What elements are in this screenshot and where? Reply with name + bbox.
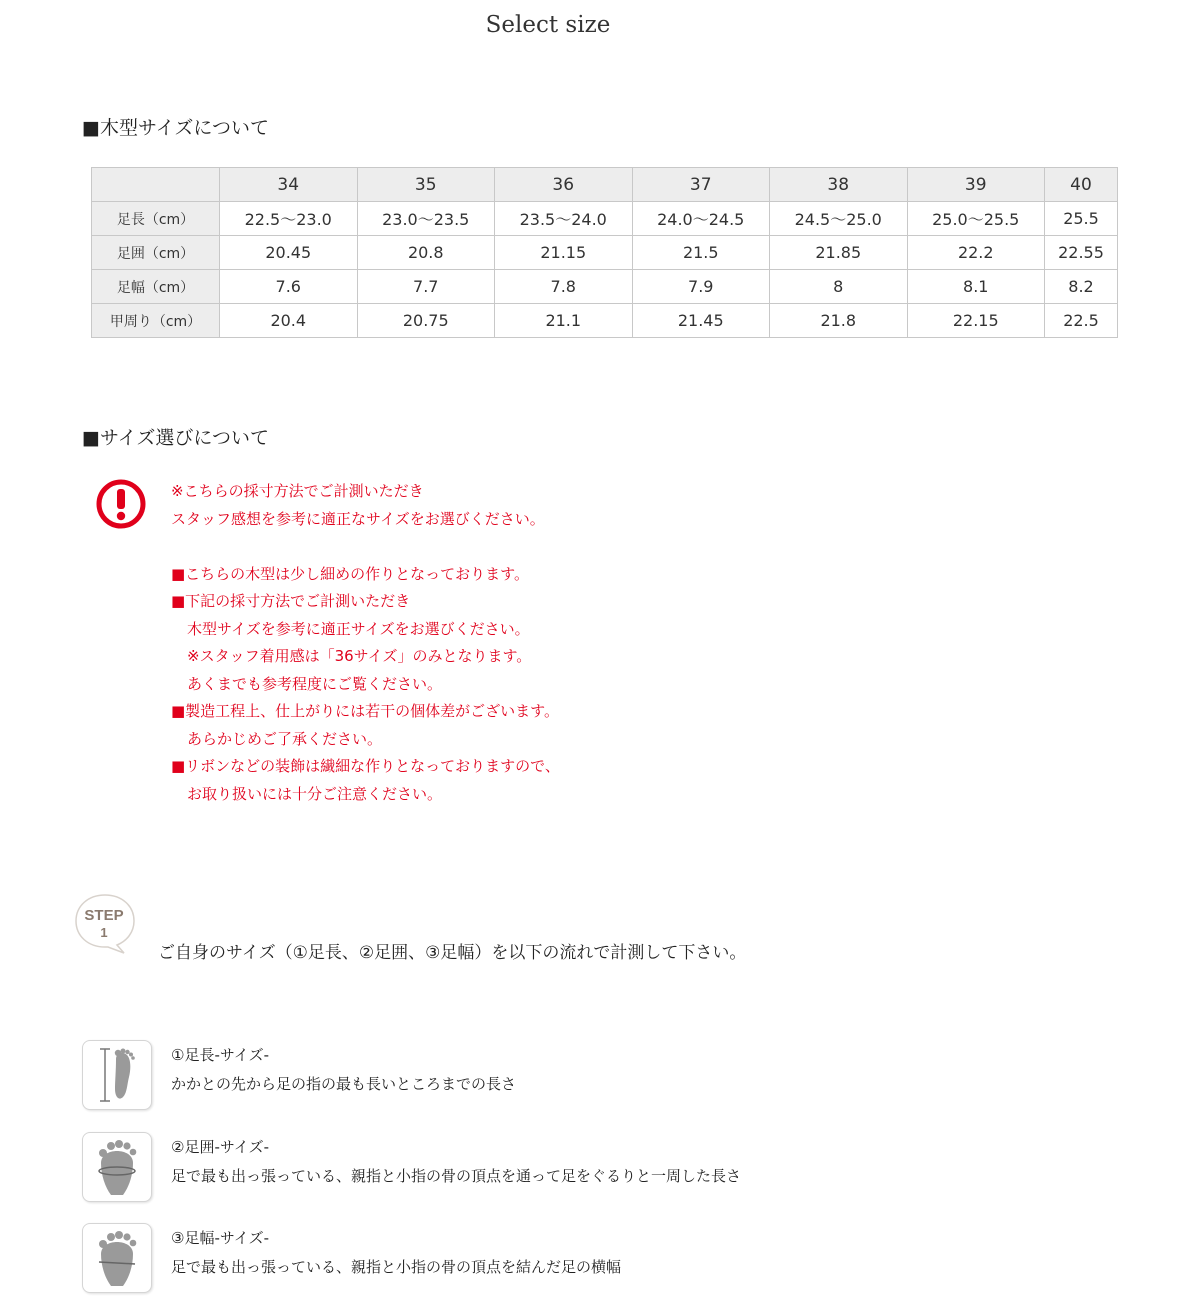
size-notes bbox=[171, 478, 560, 808]
exclamation-circle-icon bbox=[95, 478, 147, 530]
size-column-header: 36 bbox=[495, 168, 633, 202]
note-line: ※スタッフ着用感は「36サイズ」のみとなります。 bbox=[187, 647, 532, 665]
table-cell: 7.7 bbox=[357, 270, 495, 304]
table-cell: 22.15 bbox=[907, 304, 1045, 338]
table-cell: 7.8 bbox=[495, 270, 633, 304]
size-column-header: 37 bbox=[632, 168, 770, 202]
note-line: ■製造工程上、仕上がりには若干の個体差がございます。 bbox=[171, 702, 559, 720]
size-column-header: 35 bbox=[357, 168, 495, 202]
table-cell: 25.5 bbox=[1045, 202, 1118, 236]
row-label: 足囲（cm） bbox=[92, 236, 220, 270]
table-cell: 25.0〜25.5 bbox=[907, 202, 1045, 236]
measurement-description: かかとの先から足の指の最も長いところまでの長さ bbox=[171, 1075, 517, 1093]
table-cell: 21.85 bbox=[770, 236, 908, 270]
table-cell: 22.2 bbox=[907, 236, 1045, 270]
table-row bbox=[92, 202, 1118, 236]
measurement-title: ②足囲-サイズ- bbox=[171, 1138, 270, 1156]
size-column-header: 38 bbox=[770, 168, 908, 202]
table-cell: 21.45 bbox=[632, 304, 770, 338]
choosing-section-heading: ■サイズ選びについて bbox=[82, 427, 270, 449]
note-spacer bbox=[171, 533, 560, 561]
measurement-title: ①足長-サイズ- bbox=[171, 1046, 270, 1064]
step-badge-label: STEP bbox=[84, 907, 124, 924]
table-cell: 23.5〜24.0 bbox=[495, 202, 633, 236]
table-cell: 7.6 bbox=[220, 270, 358, 304]
page-title: Select size bbox=[485, 12, 611, 38]
table-cell: 21.1 bbox=[495, 304, 633, 338]
size-column-header: 34 bbox=[220, 168, 358, 202]
step-badge-number: 1 bbox=[100, 925, 108, 940]
note-line: ■こちらの木型は少し細めの作りとなっております。 bbox=[171, 564, 529, 583]
size-table-header-row bbox=[92, 168, 1118, 202]
table-cell: 23.0〜23.5 bbox=[357, 202, 495, 236]
table-cell: 22.5 bbox=[1045, 304, 1118, 338]
note-line: お取り扱いには十分ご注意ください。 bbox=[187, 784, 443, 803]
table-cell: 24.0〜24.5 bbox=[632, 202, 770, 236]
size-column-header: 39 bbox=[907, 168, 1045, 202]
note-line: あらかじめご了承ください。 bbox=[187, 729, 383, 748]
step-badge bbox=[72, 892, 138, 956]
size-table bbox=[91, 167, 1118, 338]
table-cell: 20.8 bbox=[357, 236, 495, 270]
measurement-item bbox=[82, 1223, 1082, 1295]
table-cell: 22.5〜23.0 bbox=[220, 202, 358, 236]
note-line: あくまでも参考程度にご覧ください。 bbox=[187, 674, 443, 693]
table-cell: 21.5 bbox=[632, 236, 770, 270]
table-cell: 24.5〜25.0 bbox=[770, 202, 908, 236]
measurement-description: 足で最も出っ張っている、親指と小指の骨の頂点を結んだ足の横幅 bbox=[171, 1258, 622, 1276]
note-line: スタッフ感想を参考に適正なサイズをお選びください。 bbox=[171, 509, 545, 528]
table-cell: 7.9 bbox=[632, 270, 770, 304]
note-line: ■リボンなどの装飾は繊細な作りとなっておりますので、 bbox=[171, 757, 560, 775]
foot-girth-icon bbox=[82, 1132, 152, 1202]
note-line: 木型サイズを参考に適正サイズをお選びください。 bbox=[187, 619, 530, 638]
foot-length-icon bbox=[82, 1040, 152, 1110]
table-cell: 21.15 bbox=[495, 236, 633, 270]
size-column-header: 40 bbox=[1045, 168, 1118, 202]
table-cell: 20.4 bbox=[220, 304, 358, 338]
table-cell: 21.8 bbox=[770, 304, 908, 338]
measurement-description: 足で最も出っ張っている、親指と小指の骨の頂点を通って足をぐるりと一周した長さ bbox=[171, 1167, 742, 1185]
table-cell: 22.55 bbox=[1045, 236, 1118, 270]
table-cell: 8.1 bbox=[907, 270, 1045, 304]
note-line: ※こちらの採寸方法でご計測いただき bbox=[171, 482, 424, 500]
measurement-item bbox=[82, 1132, 1082, 1204]
row-label: 甲周り（cm） bbox=[92, 304, 220, 338]
table-row bbox=[92, 270, 1118, 304]
table-row bbox=[92, 304, 1118, 338]
lasts-section-heading: ■木型サイズについて bbox=[82, 117, 270, 139]
measurement-title: ③足幅-サイズ- bbox=[171, 1229, 270, 1247]
step-instruction: ご自身のサイズ（①足長、②足囲、③足幅）を以下の流れで計測して下さい。 bbox=[158, 943, 747, 963]
table-cell: 20.45 bbox=[220, 236, 358, 270]
row-label: 足幅（cm） bbox=[92, 270, 220, 304]
table-cell: 20.75 bbox=[357, 304, 495, 338]
foot-width-icon bbox=[82, 1223, 152, 1293]
measurement-item bbox=[82, 1040, 1082, 1112]
row-label: 足長（cm） bbox=[92, 202, 220, 236]
note-line: ■下記の採寸方法でご計測いただき bbox=[171, 592, 411, 610]
table-corner-cell bbox=[92, 168, 220, 202]
table-row bbox=[92, 236, 1118, 270]
table-cell: 8.2 bbox=[1045, 270, 1118, 304]
table-cell: 8 bbox=[770, 270, 908, 304]
